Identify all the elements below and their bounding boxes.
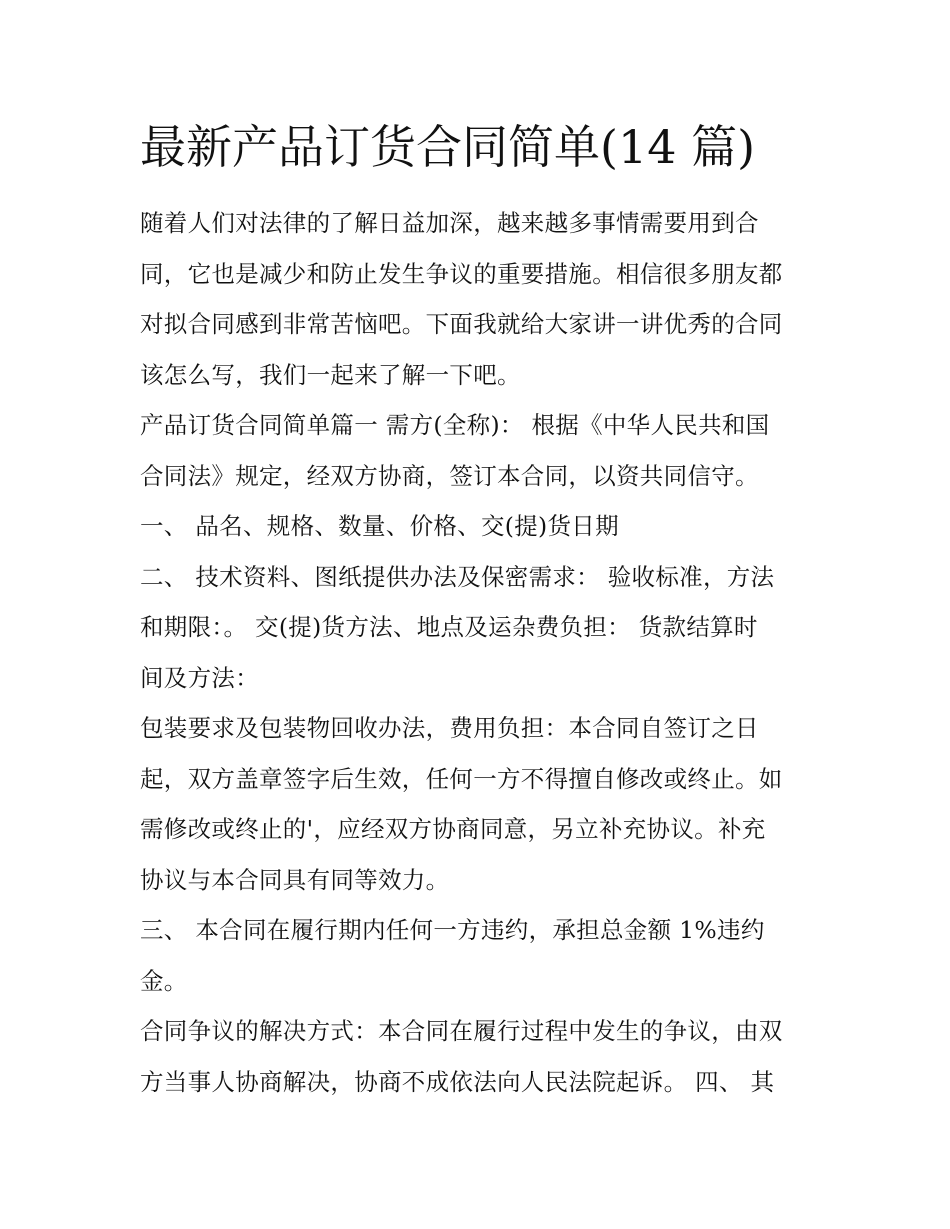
text-line: 对拟合同感到非常苦恼吧。下面我就给大家讲一讲优秀的合同 xyxy=(140,310,783,338)
paragraph-packaging xyxy=(140,703,820,905)
paragraph-clause-two xyxy=(140,552,820,704)
text-line: 同，它也是减少和防止发生争议的重要措施。相信很多朋友都 xyxy=(140,259,783,288)
text-line: 产品订货合同简单篇一 需方(全称)： 根据《中华人民共和国 xyxy=(140,411,770,439)
text-line: 金。 xyxy=(140,966,188,995)
text-line: 合同法》规定，经双方协商，签订本合同，以资共同信守。 xyxy=(140,461,759,490)
text-line: 和期限：。 交(提)货方法、地点及运杂费负担： 货款结算时 xyxy=(140,613,758,641)
document-body xyxy=(140,198,820,1107)
text-line: 合同争议的解决方式：本合同在履行过程中发生的争议，由双 xyxy=(140,1017,783,1045)
text-line: 三、 本合同在履行期内任何一方违约，承担总金额 1%违约 xyxy=(140,916,765,944)
text-line: 起，双方盖章签字后生效，任何一方不得擅自修改或终止。如 xyxy=(140,764,783,793)
text-line: 需修改或终止的'，应经双方协商同意，另立补充协议。补充 xyxy=(140,815,766,843)
text-line: 一、 品名、规格、数量、价格、交(提)货日期 xyxy=(140,512,619,540)
paragraph-intro xyxy=(140,198,820,400)
text-line: 二、 技术资料、图纸提供办法及保密需求： 验收标准，方法 xyxy=(140,562,775,591)
paragraph-clause-three xyxy=(140,905,820,1006)
paragraph-contract-one xyxy=(140,400,820,501)
text-line: 协议与本合同具有同等效力。 xyxy=(140,865,450,894)
text-line: 方当事人协商解决，协商不成依法向人民法院起诉。 四、 其 xyxy=(140,1067,775,1096)
document-title: 最新产品订货合同简单(14 篇) xyxy=(140,120,756,174)
text-line: 间及方法： xyxy=(140,663,259,692)
text-line: 随着人们对法律的了解日益加深，越来越多事情需要用到合 xyxy=(140,209,759,237)
paragraph-clause-one xyxy=(140,501,820,552)
text-line: 包装要求及包装物回收办法，费用负担：本合同自签订之日 xyxy=(140,714,759,742)
paragraph-dispute xyxy=(140,1006,820,1107)
text-line: 该怎么写，我们一起来了解一下吧。 xyxy=(140,360,521,389)
